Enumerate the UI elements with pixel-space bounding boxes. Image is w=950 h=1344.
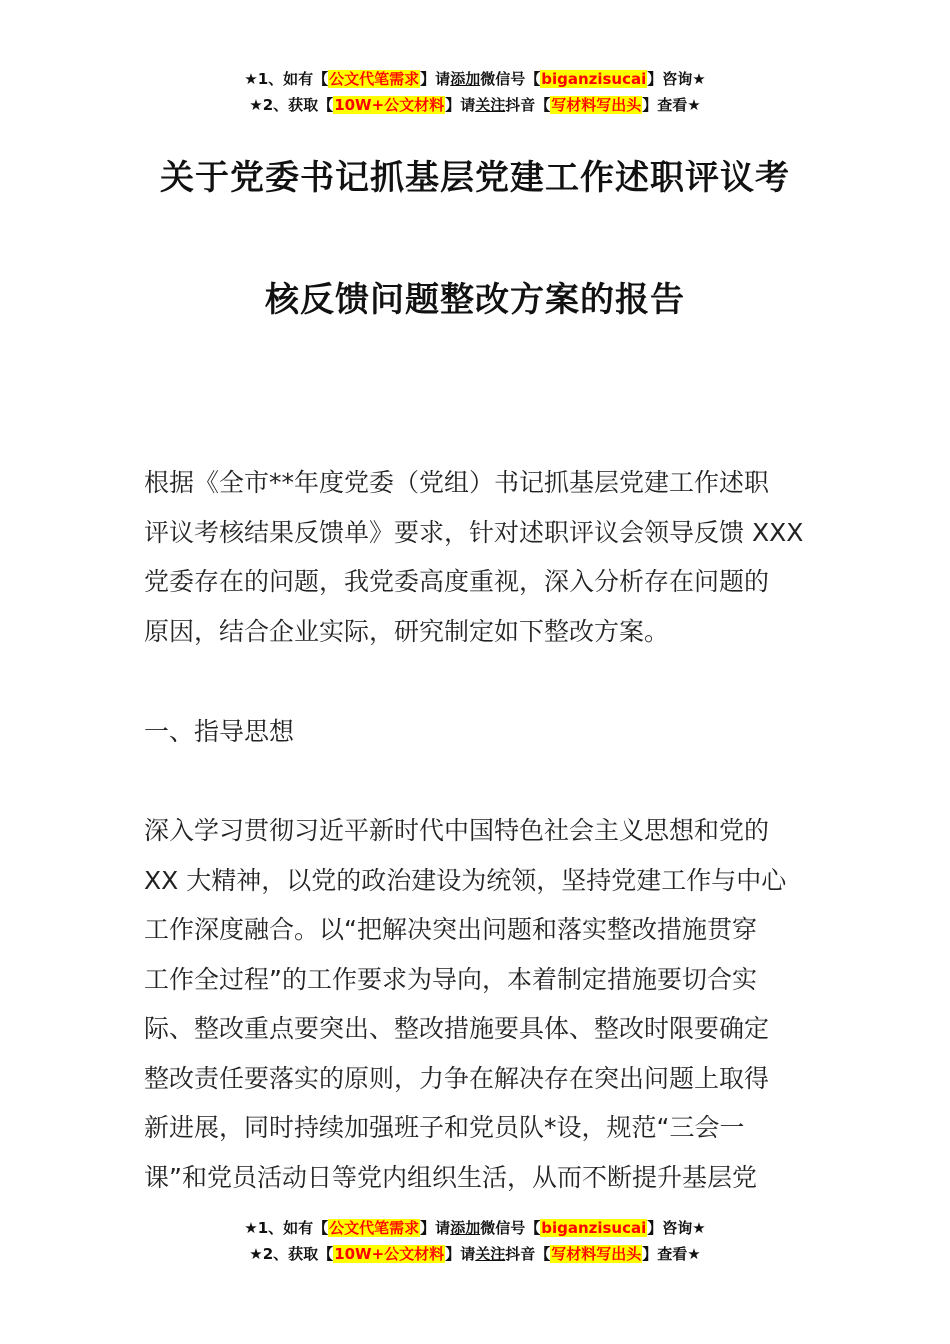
banner-text: 抖音【 xyxy=(505,1245,551,1263)
section-body-paragraph xyxy=(144,806,810,1202)
banner-text: 微信号【 xyxy=(480,1219,541,1237)
paragraph-line: 整改责任要落实的原则，力争在解决存在突出问题上取得 xyxy=(144,1063,770,1093)
intro-paragraph xyxy=(144,458,810,656)
paragraph-line: 原因，结合企业实际，研究制定如下整改方案。 xyxy=(144,616,670,646)
banner-highlight: biganzisucai xyxy=(541,70,647,88)
banner-text: 】请 xyxy=(420,1219,451,1237)
banner-underlined-text: 添加 xyxy=(450,70,481,88)
banner-line-1 xyxy=(0,66,950,92)
paragraph-line: 际、整改重点要突出、整改措施要具体、整改时限要确定 xyxy=(144,1014,770,1043)
banner-text: 】请 xyxy=(445,96,476,114)
document-title-line-2: 核反馈问题整改方案的报告 xyxy=(265,280,685,320)
banner-text: ★2、获取【 xyxy=(249,1245,334,1263)
paragraph-line: 工作深度融合。以“把解决突出问题和落实整改措施贯穿 xyxy=(144,915,757,944)
paragraph-line: 深入学习贯彻习近平新时代中国特色社会主义思想和党的 xyxy=(144,816,770,845)
paragraph-line: 评议考核结果反馈单》要求，针对述职评议会领导反馈 XXX xyxy=(144,517,804,547)
banner-highlight: biganzisucai xyxy=(541,1219,647,1237)
banner-text: 】咨询★ xyxy=(647,70,706,88)
paragraph-line: 根据《全市**年度党委（党组）书记抓基层党建工作述职 xyxy=(144,468,770,497)
paragraph-line: 课”和党员活动日等党内组织生活，从而不断提升基层党 xyxy=(144,1162,757,1192)
footer-banner xyxy=(0,1215,950,1267)
section-heading-text: 一、指导思想 xyxy=(144,717,295,746)
banner-text: ★1、如有【 xyxy=(244,70,329,88)
banner-highlight: 写材料写出头 xyxy=(551,1245,642,1263)
banner-highlight: 10W+公文材料 xyxy=(334,96,445,114)
banner-text: 】咨询★ xyxy=(647,1219,706,1237)
banner-highlight: 写材料写出头 xyxy=(551,96,642,114)
banner-text: 抖音【 xyxy=(505,96,551,114)
banner-line-2 xyxy=(0,1241,950,1267)
paragraph-line: XX 大精神，以党的政治建设为统领，坚持党建工作与中心 xyxy=(144,865,787,895)
paragraph-line: 新进展，同时持续加强班子和党员队*设，规范“三会一 xyxy=(144,1113,745,1142)
banner-line-1 xyxy=(0,1215,950,1241)
header-banner xyxy=(0,66,950,118)
banner-highlight: 10W+公文材料 xyxy=(334,1245,445,1263)
banner-text: 】查看★ xyxy=(642,1245,701,1263)
banner-line-2 xyxy=(0,92,950,118)
document-title-line-1: 关于党委书记抓基层党建工作述职评议考 xyxy=(160,158,790,198)
banner-text: ★1、如有【 xyxy=(244,1219,329,1237)
banner-text: 】请 xyxy=(420,70,451,88)
banner-highlight: 公文代笔需求 xyxy=(329,70,420,88)
banner-highlight: 公文代笔需求 xyxy=(329,1219,420,1237)
section-heading xyxy=(144,707,810,757)
banner-underlined-text: 关注 xyxy=(475,96,506,114)
paragraph-line: 党委存在的问题，我党委高度重视，深入分析存在问题的 xyxy=(144,567,770,596)
banner-text: 】查看★ xyxy=(642,96,701,114)
banner-text: 微信号【 xyxy=(480,70,541,88)
banner-underlined-text: 添加 xyxy=(450,1219,481,1237)
banner-underlined-text: 关注 xyxy=(475,1245,506,1263)
banner-text: 】请 xyxy=(445,1245,476,1263)
banner-text: ★2、获取【 xyxy=(249,96,334,114)
paragraph-line: 工作全过程”的工作要求为导向，本着制定措施要切合实 xyxy=(144,964,757,994)
